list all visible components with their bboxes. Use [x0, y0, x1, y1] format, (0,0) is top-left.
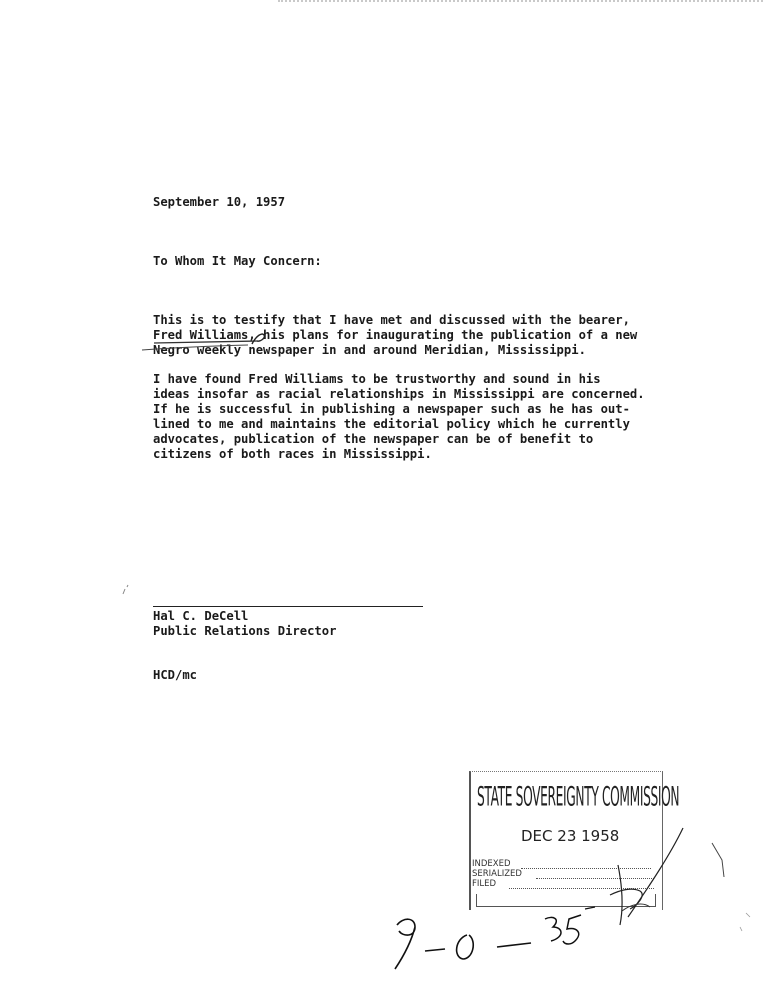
top-edge-dots: [278, 0, 763, 2]
paragraph-1-line: This is to testify that I have met and discussed with the bearer,: [153, 313, 630, 327]
paragraph-2-line: citizens of both races in Mississippi.: [153, 447, 432, 461]
stamp-label-filed: FILED: [472, 879, 497, 889]
paragraph-1-line: Negro weekly newspaper in and around Meridian, Mississippi.: [153, 343, 586, 357]
paragraph-2-line: advocates, publication of the newspaper can be of benefit to: [153, 432, 594, 446]
letter-date: September 10, 1957: [153, 195, 286, 209]
stray-mark: [120, 583, 132, 597]
reference-initials: HCD/mc: [153, 668, 198, 682]
signer-name: Hal C. DeCell: [153, 609, 249, 623]
paragraph-2-line: If he is successful in publishing a newspaper such as he has out-: [153, 402, 630, 416]
stamp-label-serialized: SERIALIZED: [472, 869, 522, 879]
paragraph-2-line: ideas insofar as racial relationships in Mississippi are concerned.: [153, 387, 645, 401]
signature-line: [153, 606, 423, 607]
stamp-label-indexed: INDEXED: [472, 859, 511, 869]
handwritten-underline: [140, 326, 310, 356]
paragraph-2-line: lined to me and maintains the editorial policy which he currently: [153, 417, 630, 431]
paragraph-2: [153, 372, 645, 462]
paragraph-2-line: I have found Fred Williams to be trustworthy and sound in his: [153, 372, 601, 386]
signer-title: Public Relations Director: [153, 624, 337, 638]
stamp-title: STATE SOVEREIGNTY COMMISSION: [477, 782, 680, 813]
stamp-date: DEC 23 1958: [521, 827, 620, 845]
salutation: To Whom It May Concern:: [153, 254, 322, 268]
handwritten-initials: [600, 825, 760, 940]
handwritten-file-number: [385, 905, 605, 975]
paragraph-1-line: Fred Williams, his plans for inaugurating the publication of a new: [153, 328, 638, 342]
